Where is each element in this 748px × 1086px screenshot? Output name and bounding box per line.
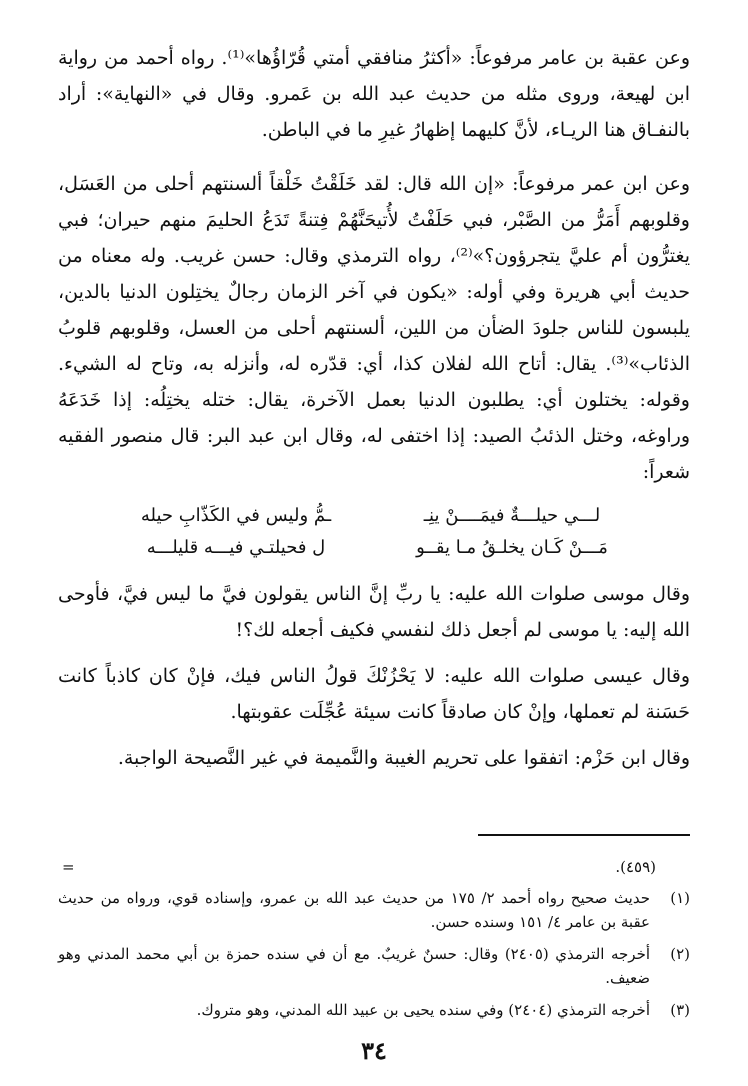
footnote-text: أخرجه الترمذي (٢٤٠٥) وقال: حسنٌ غريبٌ. مع أن في سنده حمزة بن أبي محمد المدني وهو ضعيف.	[58, 945, 651, 987]
poem-hemistich-second: ل فحيلتـي فيـــه قليلـــه	[146, 537, 326, 558]
poem-hemistich-first: لـــي حيلـــةٌ فيمَــــنْ ينِـ	[423, 505, 601, 526]
poem	[58, 500, 690, 564]
poem-hemistich-first: مَـــنْ كَـان يخلـقُ مـا يقــو	[416, 537, 608, 558]
paragraph-musa: وقال موسى صلوات الله عليه: يا ربِّ إنَّ الناس يقولون فيَّ ما ليس فيَّ، فأوحى الله إليه: يا موسى لم أجعل ذلك لنفسي فكيف أجعله لك؟!	[58, 583, 690, 641]
book-page	[58, 40, 690, 1065]
footnote-text: أخرجه الترمذي (٢٤٠٤) وفي سنده يحيى بن عبيد الله المدني، وهو متروك.	[196, 1001, 650, 1019]
poem-line	[58, 500, 690, 532]
footnote-number: (١)	[670, 889, 690, 907]
footnote-item	[58, 942, 690, 990]
page-number: ٣٤	[361, 1036, 387, 1065]
footnote-text: حديث صحيح رواه أحمد ٢/ ١٧٥ من حديث عبد الله بن عمرو، وإسناده قوي، ورواه من حديث عقبة بن عامر ٤/ ١٥١ وسنده حسن.	[58, 889, 650, 931]
footnotes	[58, 886, 690, 1030]
footnote-separator	[478, 834, 690, 836]
paragraph-ibn-hazm: وقال ابن حَزْم: اتفقوا على تحريم الغيبة والنَّميمة في غير النَّصيحة الواجبة.	[117, 747, 690, 769]
footnote-number: (٢)	[670, 945, 690, 963]
poem-hemistich-second: ـمُّ وليس في الكَذّابِ حيله	[140, 505, 332, 526]
paragraph-uqba: وعن عقبة بن عامر مرفوعاً: «أكثرُ منافقي أمتي قُرّاؤُها»⁽¹⁾. رواه أحمد من رواية ابن لهيعة، وروى مثله من حديث عبد الله بن عَمرو. وقال في «النهاية»: أراد بالنفـاق هنا الريـاء، لأنَّ كليهما إظهارُ غيرِ ما في الباطن.	[58, 47, 690, 141]
footnote-number: (٣)	[670, 1001, 690, 1019]
poem-line	[58, 532, 690, 564]
paragraph-isa: وقال عيسى صلوات الله عليه: لا يَحْزُنْكَ قولُ الناس فيك، فإنْ كان كاذباً كانت حَسَنة لم تعملها، وإنْ كان صادقاً كانت سيئة عُجِّلَت عقوبتها.	[58, 665, 690, 723]
footnote-continuation: (٤٥٩).	[615, 858, 656, 876]
footnote-continuation-mark: =	[62, 858, 75, 876]
footnote-item	[58, 886, 690, 934]
footnote-item	[58, 998, 690, 1022]
paragraph-ibn-umar: وعن ابن عمر مرفوعاً: «إن الله قال: لقد خَلَقْتُ خَلْقاً ألسنتهم أحلى من العَسَل، وقلوبهم أَمَرُّ من الصَّبْر، فبي حَلَفْتُ لأُتيحَنَّهُمْ فِتنةً تَدَعُ الحليمَ منهم حيران؛ فبي يغترُّون أم عليَّ يتجرؤون؟»⁽²⁾، رواه الترمذي وقال: حسن غريب. وله معناه من حديث أبي هريرة وفي أوله: «يكون في آخر الزمان رجالٌ يختِلون الدنيا بالدين، يلبسون للناس جلودَ الضأن من اللين، ألسنتهم أحلى من العسل، وقلوبهم قلوبُ الذئاب»⁽³⁾. يقال: أتاح الله لفلان كذا، أي: قدّره له، وأنزله به، وتاح له الشيء. وقوله: يختلون أي: يطلبون الدنيا بعمل الآخرة، يقال: ختله يختِلُه: إذا خَدَعَهُ وراوغه، وختل الذئبُ الصيد: إذا اختفى له، وقال ابن عبد البر: قال منصور الفقيه شعراً:	[58, 173, 690, 483]
